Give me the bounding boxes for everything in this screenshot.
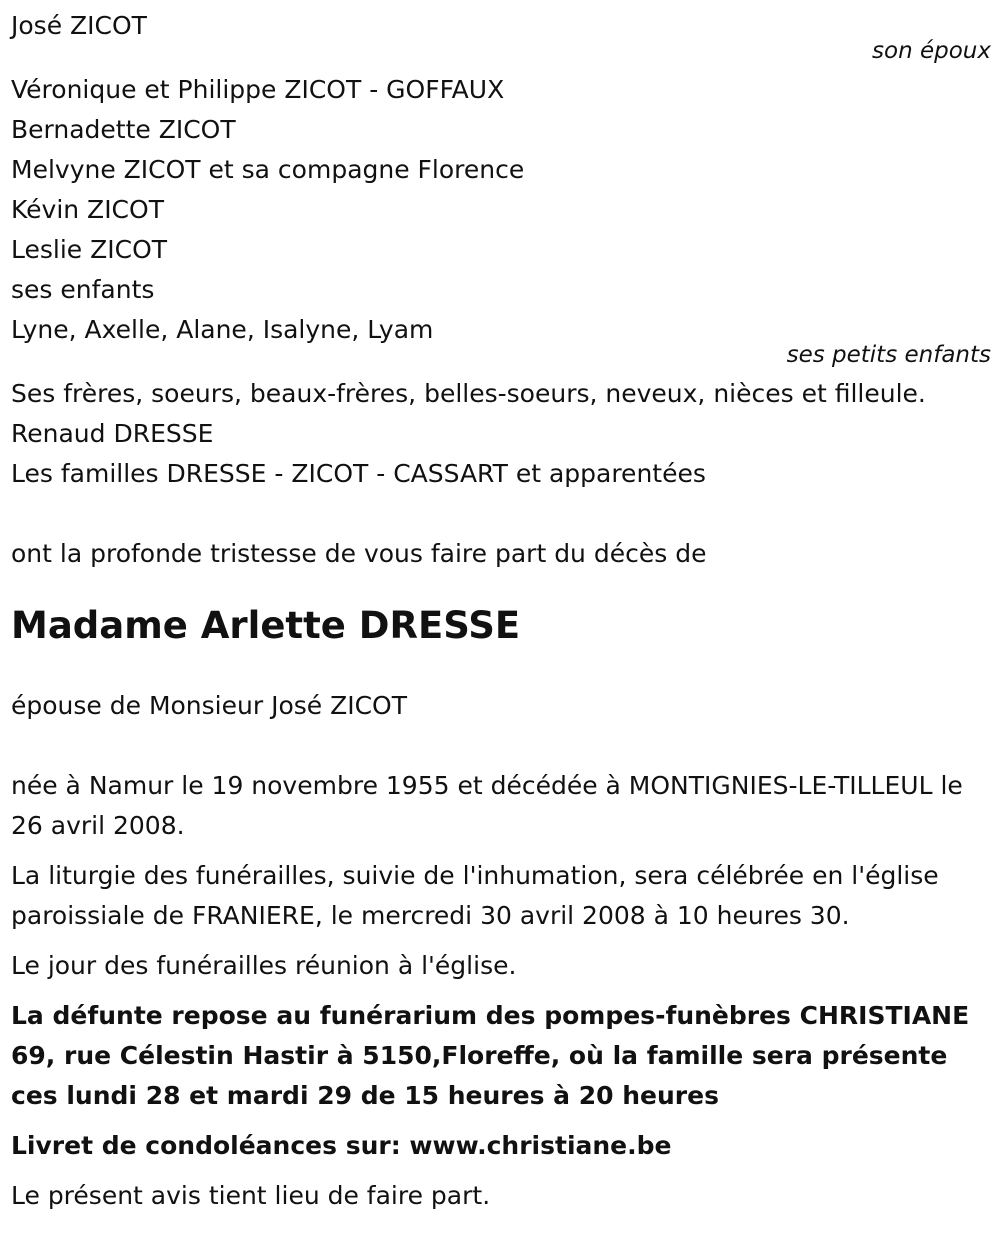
notice-text: Le présent avis tient lieu de faire part. <box>11 1181 491 1210</box>
child-name: Leslie ZICOT <box>11 235 168 264</box>
grandchildren-names: Lyne, Axelle, Alane, Isalyne, Lyam <box>11 315 434 344</box>
condolences-text: Livret de condoléances sur: www.christiane.be <box>11 1131 672 1160</box>
child-name: Véronique et Philippe ZICOT - GOFFAUX <box>11 75 505 104</box>
meeting-text: Le jour des funérailles réunion à l'église. <box>11 951 517 980</box>
relatives-line: Renaud DRESSE <box>11 419 214 448</box>
relatives-line: Les familles DRESSE - ZICOT - CASSART et apparentées <box>11 459 706 488</box>
obituary-notice <box>11 0 991 1216</box>
child-name: Kévin ZICOT <box>11 195 164 224</box>
deceased-name: Madame Arlette DRESSE <box>11 604 521 647</box>
liturgy-text: La liturgie des funérailles, suivie de l'inhumation, sera célébrée en l'église paroissiale de FRANIERE, le mercredi 30 avril 2008 à 10 heures 30. <box>11 861 939 930</box>
birth-death: née à Namur le 19 novembre 1955 et décédée à MONTIGNIES-LE-TILLEUL le 26 avril 2008. <box>11 771 963 840</box>
relatives-line: Ses frères, soeurs, beaux-frères, belles-soeurs, neveux, nièces et filleule. <box>11 379 926 408</box>
grandchildren-role: ses petits enfants <box>786 342 991 368</box>
children-role: ses enfants <box>11 275 155 304</box>
spouse-of: épouse de Monsieur José ZICOT <box>11 691 407 720</box>
spouse-role: son époux <box>872 38 991 64</box>
announcement-text: ont la profonde tristesse de vous faire part du décès de <box>11 539 707 568</box>
funerarium-text: La défunte repose au funérarium des pompes-funèbres CHRISTIANE 69, rue Célestin Hastir à 5150,Floreffe, où la famille sera présente ces lundi 28 et mardi 29 de 15 heures à 20 heures <box>11 1001 970 1110</box>
child-name: Melvyne ZICOT et sa compagne Florence <box>11 155 525 184</box>
spouse-name: José ZICOT <box>11 11 147 40</box>
child-name: Bernadette ZICOT <box>11 115 236 144</box>
